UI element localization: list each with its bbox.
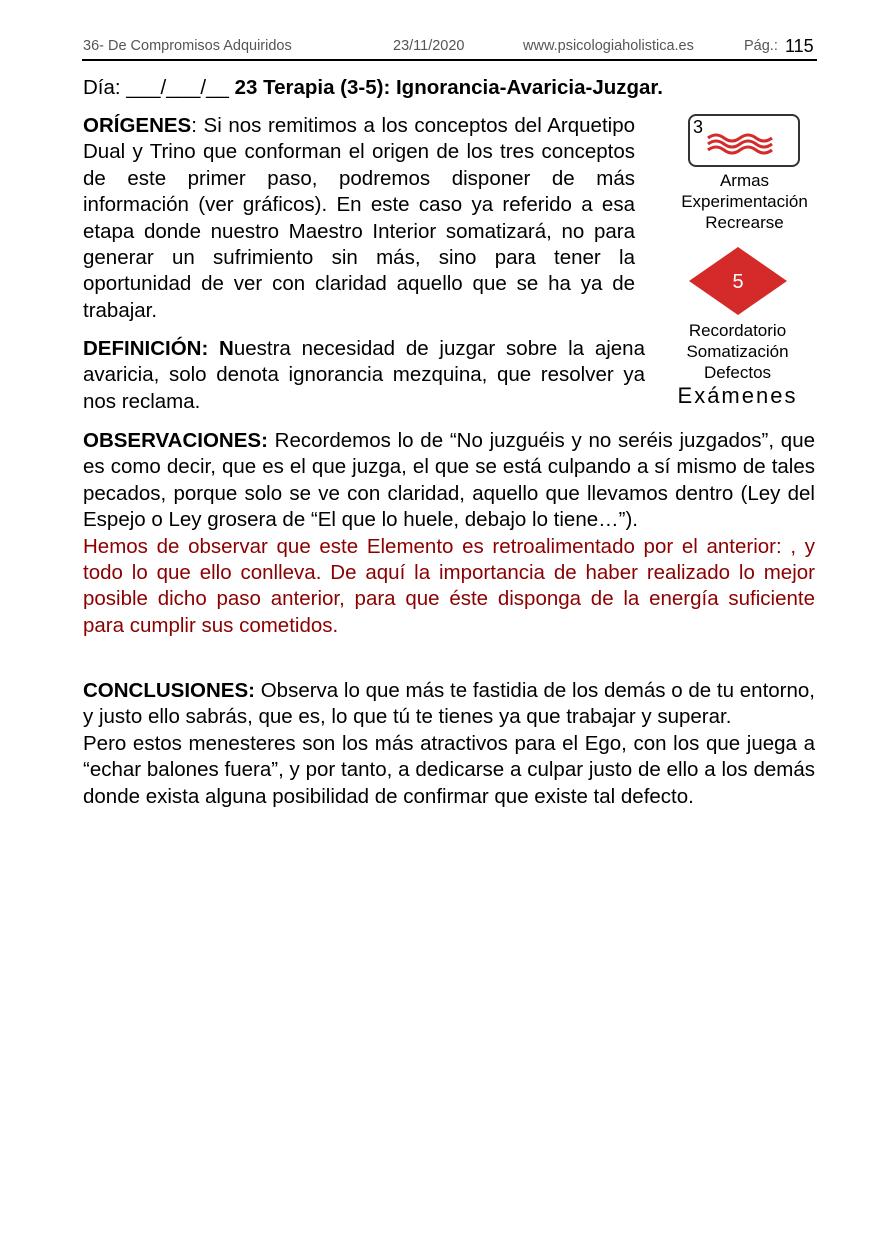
graphic-5-last: Exámenes (677, 383, 798, 408)
header-website: www.psicologiaholistica.es (523, 38, 694, 54)
graphic-5-line: Recordatorio (688, 321, 787, 340)
observaciones-red-text: Hemos de observar que este Elemento es retroalimentado por el anterior: , y todo lo que ello conlleva. De aquí la importancia de haber realizado lo mejor posible dicho paso anterior, para que éste disponga de la energía suficiente para cumplir sus cometidos. (83, 534, 815, 637)
title-heading: 23 Terapia (3-5): Ignorancia-Avaricia-Juzgar. (234, 76, 663, 99)
origenes-text: : Si nos remitimos a los conceptos del Arquetipo Dual y Trino que conforman el origen de los tres conceptos de este primer paso, podremos disponer de más información (ver gráficos). En este caso ya referido a esa etapa donde nuestro Maestro Interior somatizará, no para generar un sufrimiento sin más, sino para tener la oportunidad de ver con claridad aquello que se ha ya de trabajar. (83, 114, 635, 322)
graphic-3-line: Armas (719, 171, 770, 190)
header-page-number: 115 (785, 36, 814, 56)
conclusiones-text: Observa lo que más te fastidia de los demás o de tu entorno, y justo ello sabrás, que es, lo que tú te tienes ya que trabajar y superar. (83, 679, 815, 729)
graphic-3-line: Recrearse (705, 213, 784, 232)
definicion-label: DEFINICIÓN: N (83, 337, 234, 360)
conclusiones-text-2: Pero estos menesteres son los más atractivos para el Ego, con los que juega a “echar balones fuera”, y por tanto, a dedicarse a culpar justo de ello a los demás donde exista alguna posibilidad de confirmar que existe tal defecto. (83, 731, 815, 808)
graphic-3-number: 3 (693, 117, 704, 137)
header-chapter: 36- De Compromisos Adquiridos (83, 38, 292, 54)
graphic-5-line: Defectos (703, 363, 772, 382)
graphic-5 (645, 246, 830, 409)
diamond-icon (688, 246, 788, 316)
waves-icon (688, 114, 800, 168)
graphic-5-number: 5 (731, 271, 744, 293)
header-divider (82, 59, 817, 61)
graphic-3 (652, 114, 837, 233)
header-page-label: Pág.: (744, 38, 778, 54)
graphic-3-line: Experimentación (681, 192, 808, 211)
graphic-5-line: Somatización (686, 342, 789, 361)
conclusiones-paragraph (83, 678, 815, 810)
origenes-paragraph (83, 113, 635, 324)
observaciones-label: OBSERVACIONES: (83, 429, 268, 452)
observaciones-text: Recordemos lo de “No juzguéis y no seréis juzgados”, que es como decir, que es el que juzga, el que se está culpando a sí mismo de tales pecados, porque solo se ve con claridad, aquello que llevamos dentro (Ley del Espejo o Ley grosera de “El que lo huele, debajo lo tiene…”). (83, 429, 815, 532)
definicion-paragraph (83, 336, 645, 415)
title-date-blank: Día: ___/___/__ (83, 76, 235, 99)
origenes-label: ORÍGENES (83, 114, 192, 137)
header-date: 23/11/2020 (393, 38, 465, 54)
definicion-text: uestra necesidad de juzgar sobre la ajena avaricia, solo denota ignorancia mezquina, que resolver ya nos reclama. (83, 337, 645, 413)
observaciones-paragraph (83, 428, 815, 639)
conclusiones-label: CONCLUSIONES: (83, 679, 255, 702)
page-title (83, 76, 663, 100)
